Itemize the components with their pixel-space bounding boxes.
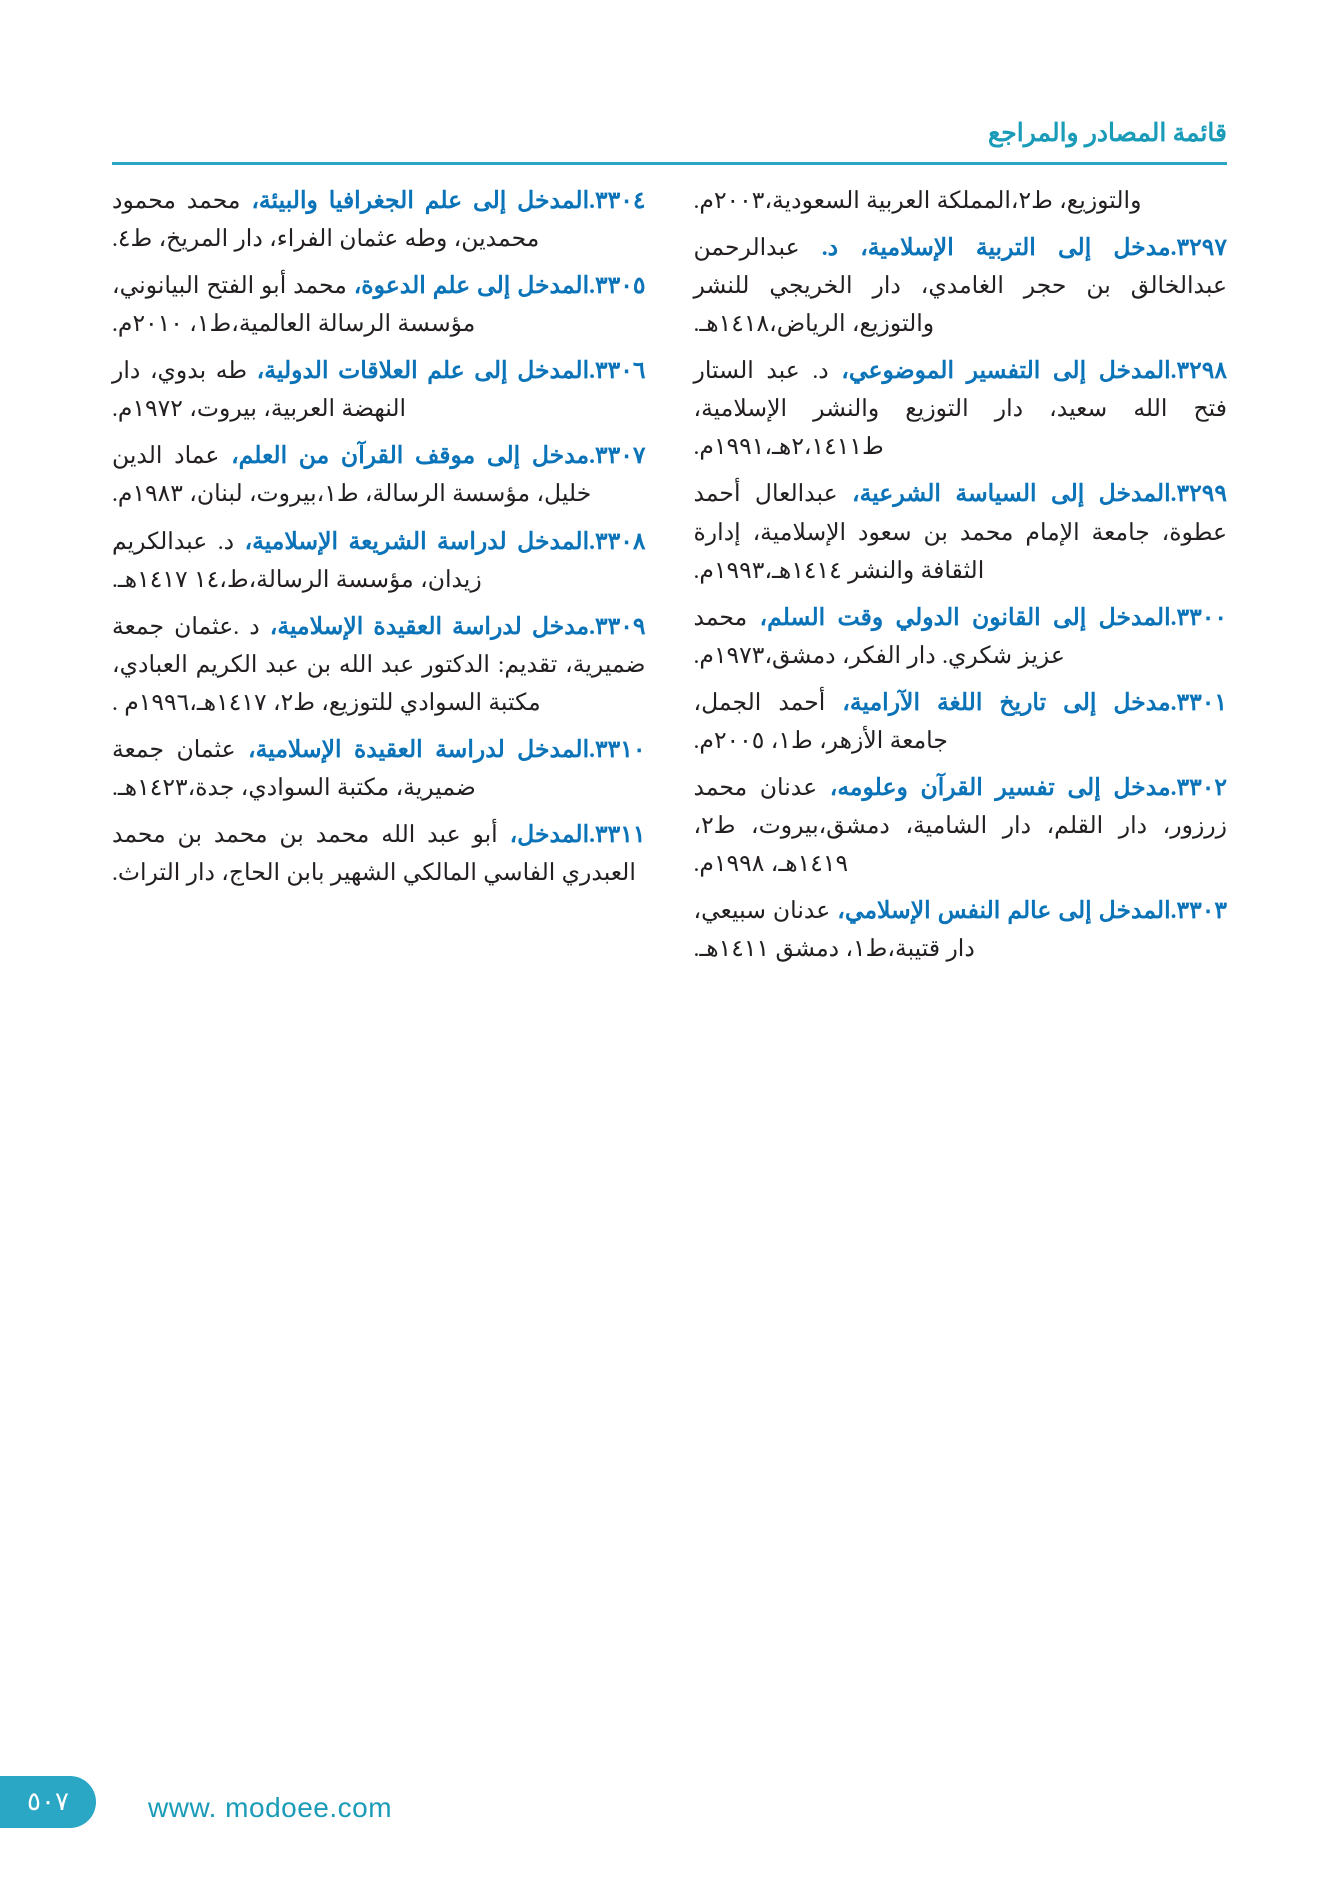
bibliography-entry: [112, 608, 646, 722]
bibliography-entry: [112, 182, 646, 258]
bibliography-entry: [112, 731, 646, 807]
entry-title: المدخل إلى علم الجغرافيا والبيئة،: [251, 188, 590, 214]
entry-details: عبدالعال أحمد عطوة، جامعة الإمام محمد بن سعود الإسلامية، إدارة الثقافة والنشر ١٤١٤هـ،١٩٩٣م.: [693, 481, 1227, 584]
entry-details: د. عبد الستار فتح الله سعيد، دار التوزيع والنشر الإسلامية، ط٢،١٤١١هـ،١٩٩١م.: [693, 358, 1227, 461]
entry-number: ٣٣٠٤.: [589, 188, 646, 214]
entry-details: محمد عزيز شكري. دار الفكر، دمشق،١٩٧٣م.: [693, 604, 1065, 669]
site-url-link[interactable]: www. modoee.com: [148, 1792, 393, 1823]
left-column: [112, 182, 646, 1632]
bibliography-entry: [112, 523, 646, 599]
entry-title: مدخل إلى تاريخ اللغة الآرامية،: [842, 689, 1171, 716]
entry-title: المدخل إلى السياسة الشرعية،: [852, 481, 1171, 508]
bibliography-entry: [694, 229, 1228, 343]
entry-title: المدخل إلى القانون الدولي وقت السلم،: [759, 604, 1171, 631]
entry-number: ٣٢٩٨.: [1170, 358, 1227, 385]
entry-title: المدخل إلى عالم النفس الإسلامي،: [837, 898, 1171, 925]
entry-title: المدخل لدراسة الشريعة الإسلامية،: [244, 528, 590, 555]
entry-details: عماد الدين خليل، مؤسسة الرسالة، ط١،بيروت، لبنان، ١٩٨٣م.: [112, 443, 592, 508]
entry-number: ٣٣١١.: [589, 821, 646, 848]
entry-number: ٣٣٠٥.: [589, 273, 646, 300]
page-footer: [0, 1740, 1339, 1890]
entry-details: عدنان محمد زرزور، دار القلم، دار الشامية، دمشق،بيروت، ط٢، ١٤١٩هـ، ١٩٩٨م.: [693, 774, 1227, 877]
entry-number: ٣٣٠٠.: [1170, 604, 1227, 631]
entry-title: مدخل إلى تفسير القرآن وعلومه،: [829, 774, 1171, 801]
entry-title: مدخل لدراسة العقيدة الإسلامية،: [269, 613, 590, 640]
entry-details: أحمد الجمل، جامعة الأزهر، ط١، ٢٠٠٥م.: [693, 689, 948, 754]
entry-number: ٣٣٠٩.: [589, 613, 646, 640]
entry-details: عثمان جمعة ضميرية، مكتبة السوادي، جدة،١٤٢٣هـ.: [112, 736, 476, 801]
bibliography-entry: [694, 352, 1228, 466]
bibliography-entry: [694, 599, 1228, 675]
header-title: قائمة المصادر والمراجع: [988, 120, 1227, 147]
entry-details: محمد محمود محمدين، وطه عثمان الفراء، دار المريخ، ط٤.: [112, 188, 540, 253]
bibliography-entry: [112, 816, 646, 892]
entry-title: المدخل،: [509, 821, 590, 848]
header-divider: [112, 162, 1227, 165]
entry-details: أبو عبد الله محمد بن محمد بن محمد العبدري الفاسي المالكي الشهير بابن الحاج، دار التراث.: [112, 821, 636, 886]
page-header: [112, 118, 1227, 164]
entry-details: د .عثمان جمعة ضميرية، تقديم: الدكتور عبد الله بن عبد الكريم العبادي، مكتبة السوادي للتوزيع، ط٢، ١٤١٧هـ،١٩٩٦م .: [112, 613, 646, 716]
entry-details: طه بدوي، دار النهضة العربية، بيروت، ١٩٧٢م.: [112, 358, 407, 423]
entry-title: المدخل إلى علم العلاقات الدولية،: [256, 358, 590, 385]
entry-number: ٣٢٩٧.: [1170, 235, 1228, 262]
right-column: [694, 182, 1228, 1632]
entry-title: المدخل لدراسة العقيدة الإسلامية،: [248, 736, 590, 763]
bibliography-entry: [112, 352, 646, 428]
bibliography-entry: [694, 684, 1228, 760]
entry-number: ٣٣١٠.: [589, 736, 646, 763]
bibliography-columns: [112, 182, 1227, 1632]
entry-details: والتوزيع، ط٢،المملكة العربية السعودية،٢٠٠٣م.: [693, 188, 1142, 214]
entry-details: محمد أبو الفتح البيانوني، مؤسسة الرسالة العالمية،ط١، ٢٠١٠م.: [112, 273, 476, 338]
bibliography-entry: [112, 437, 646, 513]
bibliography-entry: [112, 267, 646, 343]
entry-number: ٣٣٠٢.: [1170, 774, 1227, 801]
bibliography-entry: [694, 769, 1228, 883]
bibliography-entry: [694, 182, 1228, 220]
entry-title: مدخل إلى التربية الإسلامية، د.: [821, 235, 1171, 262]
bibliography-entry: [694, 892, 1228, 968]
entry-details: د. عبدالكريم زيدان، مؤسسة الرسالة،ط،١٤ ١٤١٧هـ.: [112, 528, 482, 593]
entry-details: عدنان سبيعي، دار قتيبة،ط١، دمشق ١٤١١هـ.: [693, 898, 975, 963]
entry-title: المدخل إلى التفسير الموضوعي،: [841, 358, 1171, 385]
entry-title: مدخل إلى موقف القرآن من العلم،: [231, 443, 590, 470]
entry-title: المدخل إلى علم الدعوة،: [353, 273, 590, 300]
entry-number: ٣٣٠٣.: [1170, 898, 1227, 925]
entry-number: ٣٢٩٩.: [1170, 481, 1227, 508]
entry-number: ٣٣٠٧.: [589, 443, 646, 470]
page-number: ٥٠٧: [0, 1776, 96, 1828]
entry-number: ٣٣٠١.: [1170, 689, 1227, 716]
entry-details: عبدالرحمن عبدالخالق بن حجر الغامدي، دار الخريجي للنشر والتوزيع، الرياض،١٤١٨هـ.: [693, 235, 1227, 338]
entry-number: ٣٣٠٨.: [589, 528, 646, 555]
bibliography-entry: [694, 475, 1228, 589]
entry-number: ٣٣٠٦.: [589, 358, 646, 385]
